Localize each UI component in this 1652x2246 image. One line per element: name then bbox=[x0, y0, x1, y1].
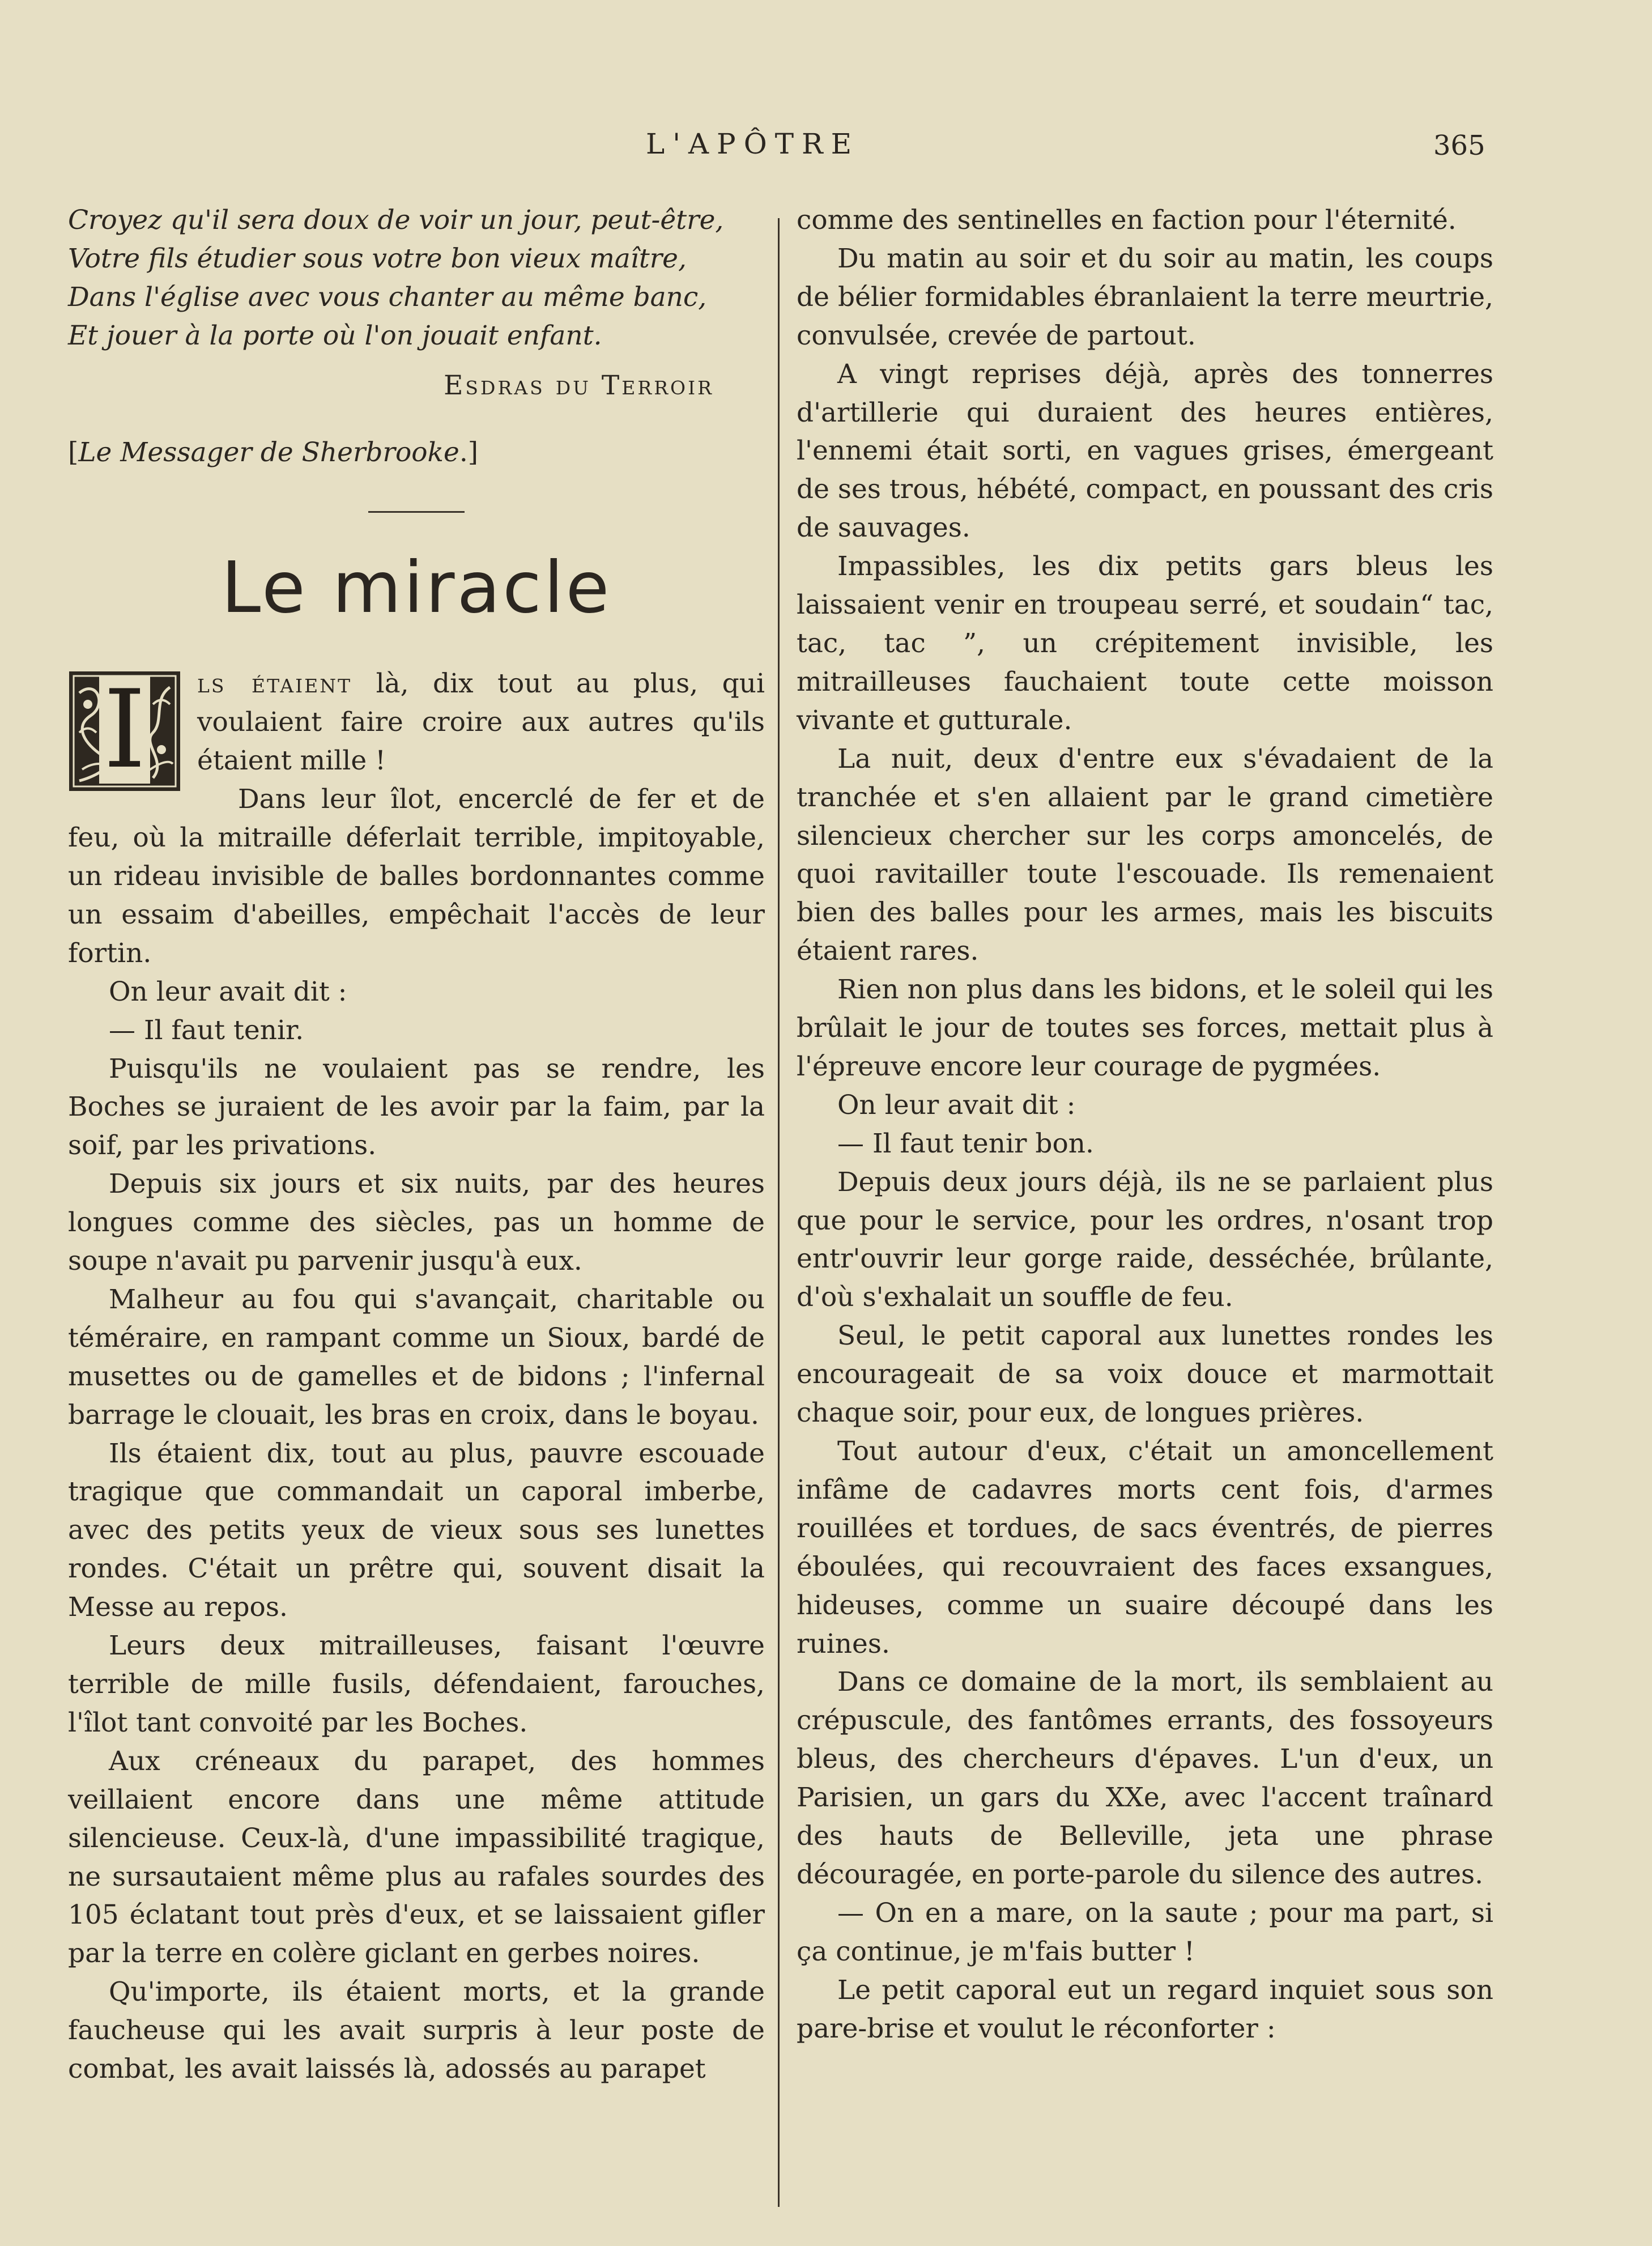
poem-signature: Esdras du Terroir bbox=[444, 369, 714, 401]
paragraph: Depuis six jours et six nuits, par des heures longues comme des siècles, pas un homme de soupe n'avait pu parvenir jusqu'à eux. bbox=[68, 1168, 765, 1277]
poem-line: Votre fils étudier sous votre bon vieux maître, bbox=[68, 243, 687, 274]
right-column bbox=[797, 201, 1493, 2048]
paragraph: Aux créneaux du parapet, des hommes veillaient encore dans une même attitude silencieuse. Ceux-là, d'une impassibilité tragique, ne sursautaient même plus au rafales sourdes des 105 éclatant tout près d'eux, et se laissaient gifler par la terre en colère giclant en gerbes noires. bbox=[68, 1745, 765, 1969]
running-head bbox=[0, 127, 1652, 173]
poem-line: Croyez qu'il sera doux de voir un jour, peut-être, bbox=[68, 205, 724, 236]
paragraph: On leur avait dit : bbox=[109, 976, 347, 1007]
ornamental-drop-cap bbox=[68, 667, 181, 793]
poem-source bbox=[68, 433, 765, 472]
drop-cap-letter: I bbox=[99, 676, 150, 784]
paragraph: Malheur au fou qui s'avançait, charitable ou téméraire, en rampant comme un Sioux, bardé de musettes ou de gamelles et de bidons ; l'infernal barrage le clouait, les bras en croix, dans le boyau. bbox=[68, 1283, 765, 1431]
paragraph: On leur avait dit : bbox=[837, 1089, 1076, 1121]
poem-stanza bbox=[68, 201, 765, 355]
paragraph: Dans ce domaine de la mort, ils semblaient au crépuscule, des fantômes errants, des fossoyeurs bleus, des chercheurs d'épaves. L'un d'eux, un Parisien, un gars du XXe, avec l'accent traînard des hauts de Belleville, jeta une phrase découragée, en porte-parole du silence des autres. bbox=[797, 1666, 1493, 1890]
paragraph: Puisqu'ils ne voulaient pas se rendre, les Boches se juraient de les avoir par la faim, par la soif, par les privations. bbox=[68, 1053, 765, 1162]
paragraph: Seul, le petit caporal aux lunettes rondes les encourageait de sa voix douce et marmottait chaque soir, pour eux, de longues prières. bbox=[797, 1320, 1493, 1429]
paragraph: Rien non plus dans les bidons, et le soleil qui les brûlait le jour de toutes ses forces, mettait plus à l'épreuve encore leur courage de pygmées. bbox=[797, 974, 1493, 1082]
journal-title: L'APÔTRE bbox=[646, 127, 860, 160]
lead-smallcaps: ls étaient bbox=[197, 668, 352, 700]
paragraph: Leurs deux mitrailleuses, faisant l'œuvre terrible de mille fusils, défendaient, farouches, l'îlot tant convoité par les Boches. bbox=[68, 1630, 765, 1738]
paragraph: — On en a mare, on la saute ; pour ma part, si ça continue, je m'fais butter ! bbox=[797, 1897, 1493, 1967]
lead-text: là, dix tout au plus, qui voulaient faire croire aux autres qu'ils étaient mille ! bbox=[197, 668, 765, 777]
paragraph: La nuit, deux d'entre eux s'évadaient de la tranchée et s'en allaient par le grand cimetière silencieux chercher sur les corps amoncelés, de quoi ravitailler toute l'escouade. Ils remenaient bien des balles pour les armes, mais les biscuits étaient rares. bbox=[797, 743, 1493, 967]
paragraph: — Il faut tenir. bbox=[109, 1014, 304, 1046]
paragraph: Tout autour d'eux, c'était un amoncellement infâme de cadavres morts cent fois, d'armes rouillées et tordues, de sacs éventrés, de pierres éboulées, qui recouvraient des faces exsangues, hideuses, comme un suaire découpé dans les ruines. bbox=[797, 1436, 1493, 1660]
poem-line: Dans l'église avec vous chanter au même banc, bbox=[68, 281, 707, 313]
paragraph: Depuis deux jours déjà, ils ne se parlaient plus que pour le service, pour les ordres, n'osant trop entr'ouvrir leur gorge raide, desséchée, brûlante, d'où s'exhalait un souffle de feu. bbox=[797, 1166, 1493, 1313]
source-bracket-close: .] bbox=[459, 436, 479, 468]
paragraph: Dans leur îlot, encerclé de fer et de feu, où la mitraille déferlait terrible, impitoyable, un rideau invisible de balles bordonnantes comme un essaim d'abeilles, empêchait l'accès de leur fortin. bbox=[68, 784, 765, 969]
paragraph: Qu'importe, ils étaient morts, et la grande faucheuse qui les avait surpris à leur poste de combat, les avait laissés là, adossés au parapet bbox=[68, 1976, 765, 2085]
article-title: Le miracle bbox=[221, 547, 612, 629]
paragraph: — Il faut tenir bon. bbox=[837, 1128, 1094, 1159]
left-column bbox=[68, 201, 765, 2088]
source-bracket-open: [ bbox=[68, 436, 79, 468]
paragraph-continuation: comme des sentinelles en faction pour l'éternité. bbox=[797, 205, 1457, 236]
section-separator bbox=[368, 511, 465, 513]
lead-paragraph bbox=[68, 665, 765, 793]
paragraph: A vingt reprises déjà, après des tonnerres d'artillerie qui duraient des heures entières, l'ennemi était sorti, en vagues grises, émergeant de ses trous, hébété, compact, en poussant des cris de sauvages. bbox=[797, 358, 1493, 544]
paragraph: Le petit caporal eut un regard inquiet sous son pare-brise et voulut le réconforter : bbox=[797, 1974, 1493, 2044]
poem-line: Et jouer à la porte où l'on jouait enfant. bbox=[68, 320, 602, 351]
column-divider bbox=[778, 218, 780, 2207]
paragraph: Du matin au soir et du soir au matin, les coups de bélier formidables ébranlaient la terre meurtrie, convulsée, crevée de partout. bbox=[797, 243, 1493, 351]
page-number: 365 bbox=[1433, 130, 1485, 161]
paragraph: Ils étaient dix, tout au plus, pauvre escouade tragique que commandait un caporal imberbe, avec des petits yeux de vieux sous ses lunettes rondes. C'était un prêtre qui, souvent disait la Messe au repos. bbox=[68, 1437, 765, 1623]
paragraph: Impassibles, les dix petits gars bleus les laissaient venir en troupeau serré, et soudain“ tac, tac, tac ”, un crépitement invisible, les mitrailleuses fauchaient toute cette moisson vivante et gutturale. bbox=[797, 551, 1493, 736]
source-title: Le Messager de Sherbrooke bbox=[78, 436, 459, 468]
